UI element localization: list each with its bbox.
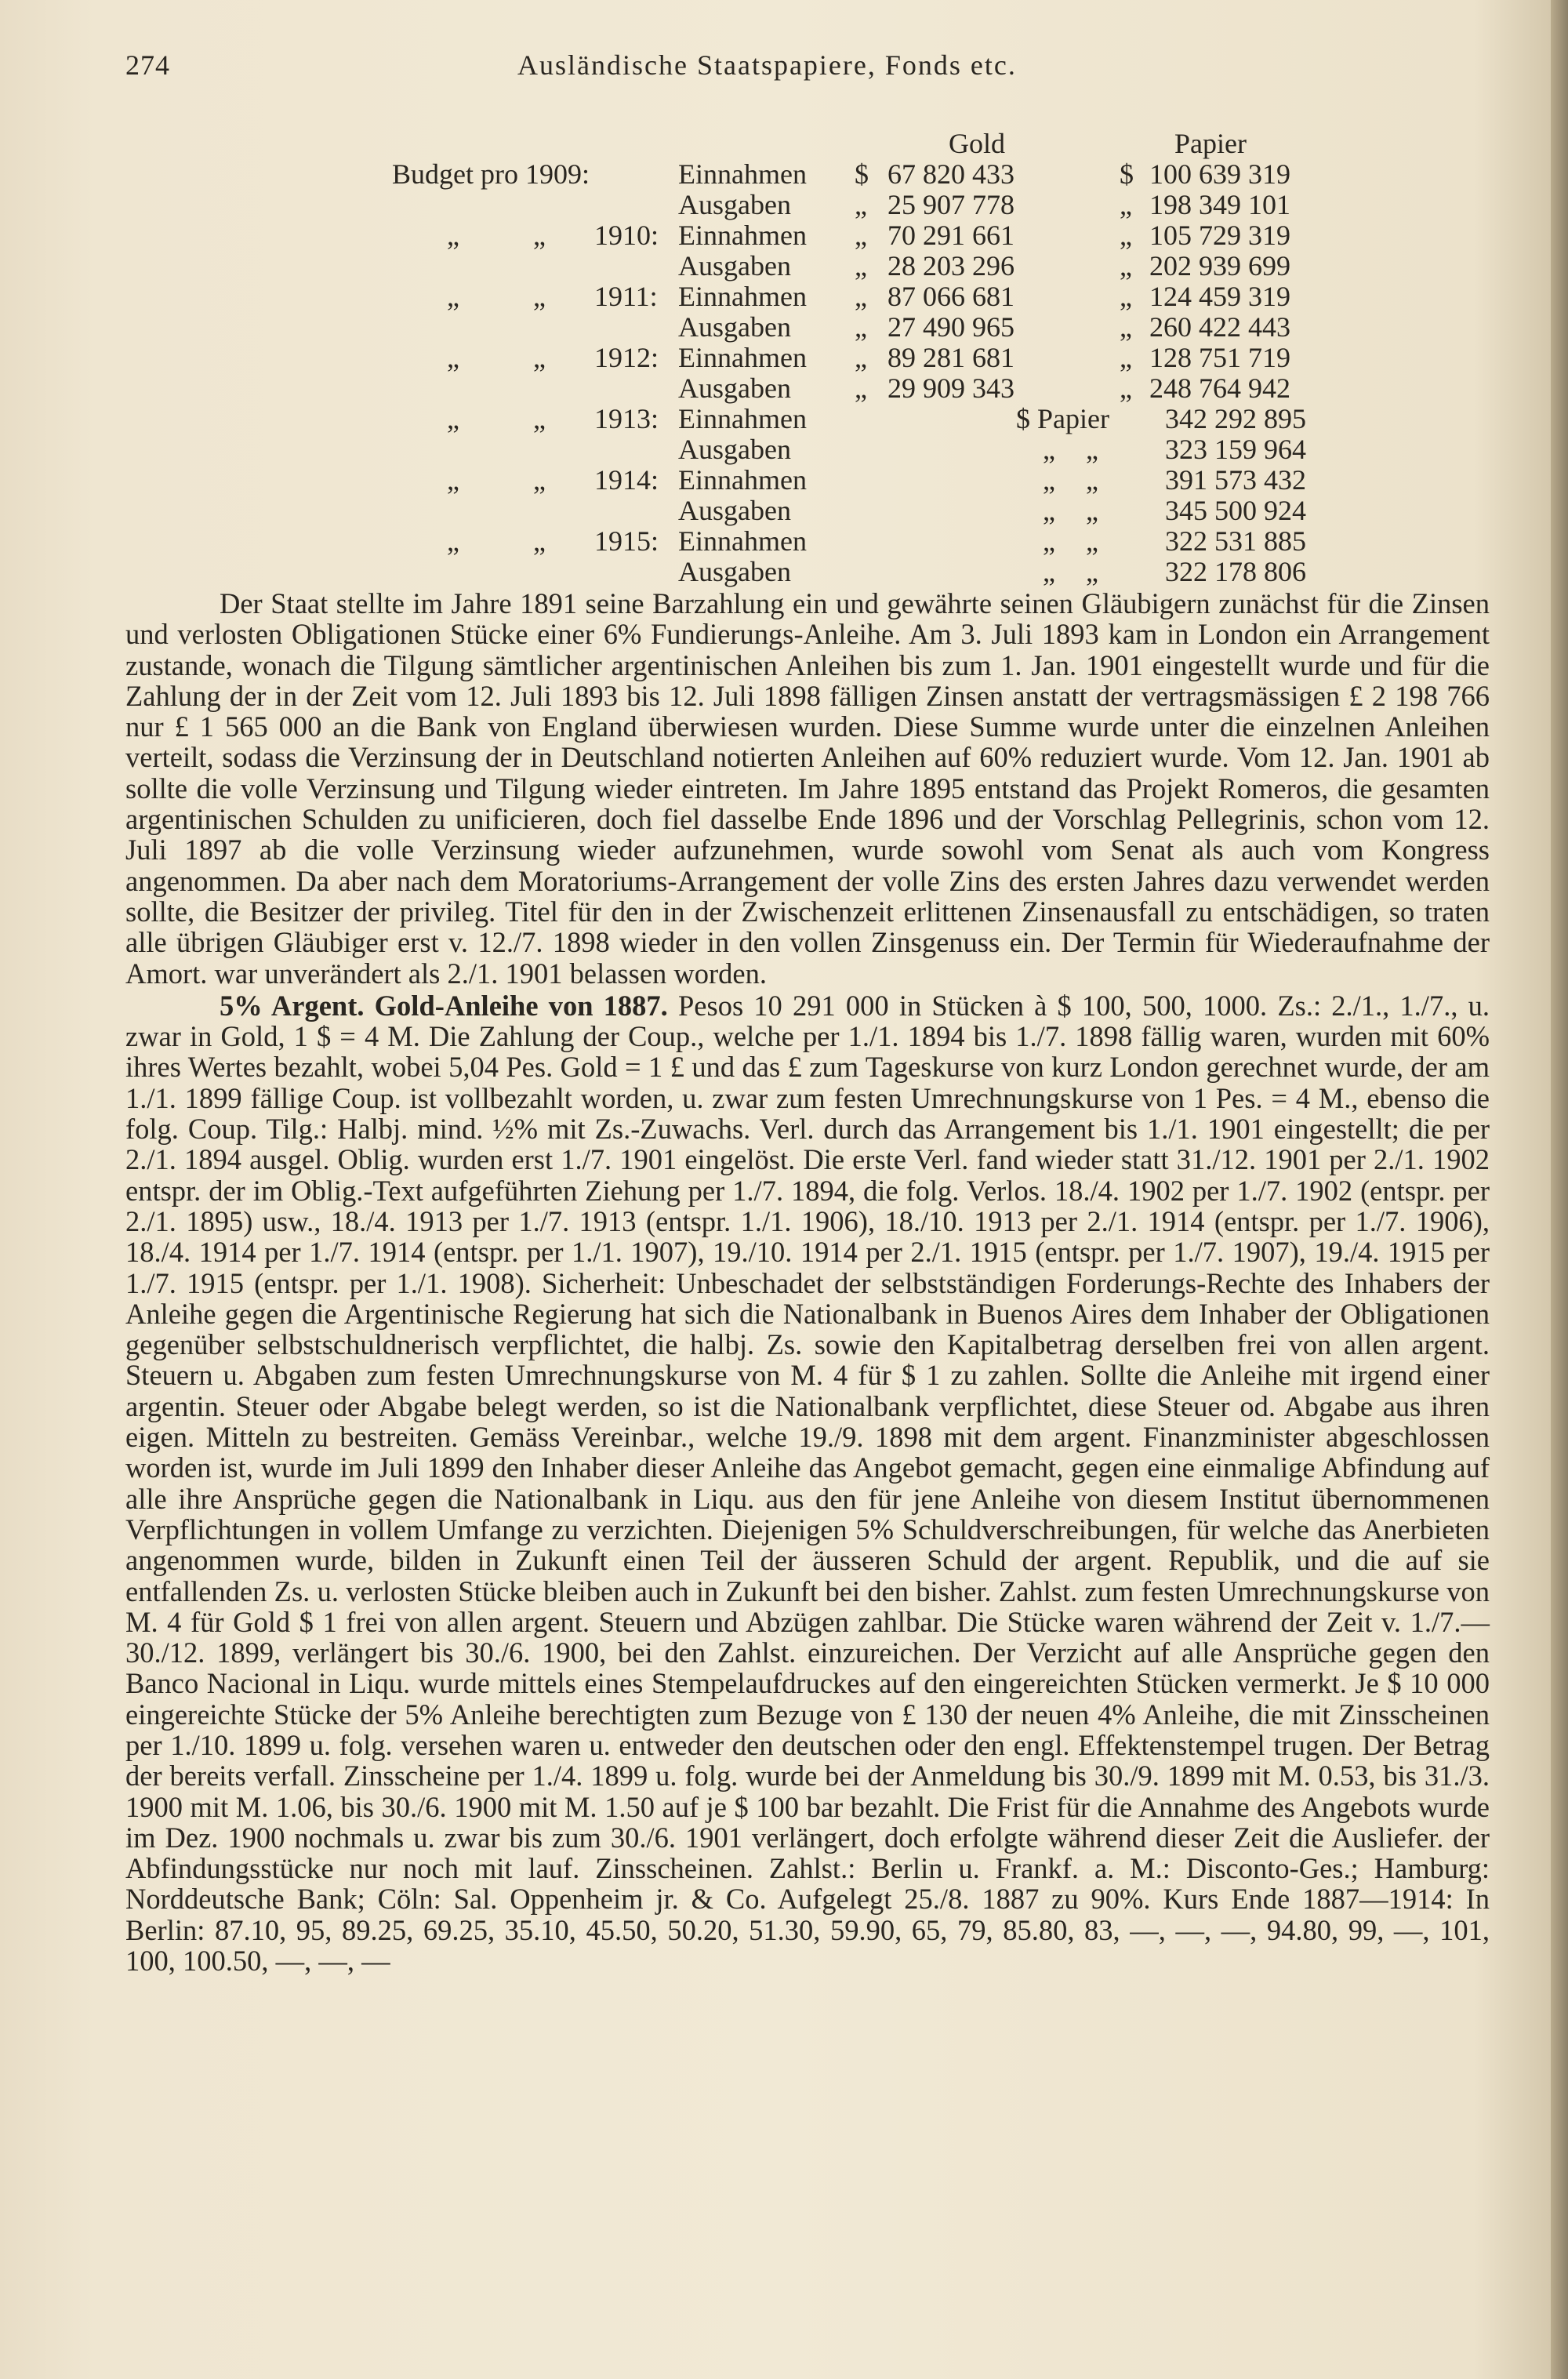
gold-value: 29 909 343 [887, 372, 1014, 404]
budget-rows [125, 159, 1505, 587]
budget-kind: Einnahmen [678, 220, 807, 251]
budget-row [125, 434, 1505, 465]
running-header [125, 49, 1090, 88]
papier-value: 128 751 719 [1149, 342, 1290, 373]
budget-kind: Einnahmen [678, 403, 807, 434]
ditto-mark: „ [447, 464, 459, 496]
budget-row [125, 465, 1505, 496]
papier-currency: „ [1120, 342, 1132, 373]
papier-currency: „ [1120, 220, 1132, 251]
ditto-mark: „ [1043, 434, 1055, 465]
currency-note: $ Papier [1016, 403, 1109, 434]
budget-row [125, 281, 1505, 312]
paragraph-gold-loan [125, 990, 1490, 1977]
papier-value: 345 500 924 [1165, 495, 1306, 526]
budget-year: 1912: [594, 342, 659, 373]
budget-header-row [125, 129, 1505, 159]
gold-value: 70 291 661 [887, 220, 1014, 251]
budget-row [125, 190, 1505, 220]
ditto-mark: „ [447, 220, 459, 251]
papier-currency: „ [1120, 281, 1132, 312]
gold-currency: „ [855, 311, 867, 343]
ditto-mark: „ [533, 525, 546, 557]
budget-year: 1910: [594, 220, 659, 251]
papier-currency: „ [1120, 311, 1132, 343]
budget-year: 1914: [594, 464, 659, 496]
budget-row [125, 373, 1505, 404]
papier-value: 322 178 806 [1165, 556, 1306, 587]
budget-kind: Einnahmen [678, 525, 807, 557]
budget-year: 1915: [594, 525, 659, 557]
budget-kind: Ausgaben [678, 189, 791, 220]
gold-value: 28 203 296 [887, 250, 1014, 281]
ditto-mark: „ [447, 281, 459, 312]
gold-currency: „ [855, 372, 867, 404]
budget-row [125, 159, 1505, 190]
ditto-mark: „ [1086, 495, 1098, 526]
page-edge [1551, 0, 1568, 2379]
article-body [125, 588, 1490, 1976]
ditto-mark: „ [533, 464, 546, 496]
gold-currency: „ [855, 342, 867, 373]
ditto-mark: „ [1086, 434, 1098, 465]
papier-value: 248 764 942 [1149, 372, 1290, 404]
papier-value: 100 639 319 [1149, 158, 1290, 190]
page-number: 274 [125, 49, 170, 81]
gold-currency: „ [855, 220, 867, 251]
budget-kind: Ausgaben [678, 311, 791, 343]
ditto-mark: „ [447, 403, 459, 434]
budget-kind: Einnahmen [678, 342, 807, 373]
papier-value: 260 422 443 [1149, 311, 1290, 343]
ditto-mark: „ [533, 220, 546, 251]
papier-value: 105 729 319 [1149, 220, 1290, 251]
budget-kind: Einnahmen [678, 281, 807, 312]
budget-kind: Einnahmen [678, 464, 807, 496]
papier-value: 391 573 432 [1165, 464, 1306, 496]
papier-value: 322 531 885 [1165, 525, 1306, 557]
gold-currency: „ [855, 189, 867, 220]
ditto-mark: „ [1086, 525, 1098, 557]
budget-row [125, 251, 1505, 281]
budget-kind: Ausgaben [678, 250, 791, 281]
ditto-mark: „ [447, 525, 459, 557]
ditto-mark: „ [1086, 464, 1098, 496]
running-title: Ausländische Staatspapiere, Fonds etc. [517, 49, 1017, 81]
budget-row [125, 404, 1505, 434]
ditto-mark: „ [1043, 525, 1055, 557]
budget-label: Budget pro 1909: [392, 158, 590, 190]
gold-currency: $ [855, 158, 869, 190]
papier-currency: „ [1120, 189, 1132, 220]
papier-value: 202 939 699 [1149, 250, 1290, 281]
ditto-mark: „ [447, 342, 459, 373]
gold-value: 87 066 681 [887, 281, 1014, 312]
gold-value: 27 490 965 [887, 311, 1014, 343]
budget-row [125, 220, 1505, 251]
ditto-mark: „ [533, 281, 546, 312]
budget-table [125, 129, 1505, 587]
budget-kind: Ausgaben [678, 495, 791, 526]
col-header-gold: Gold [949, 128, 1005, 159]
col-header-papier: Papier [1174, 128, 1247, 159]
budget-year: 1913: [594, 403, 659, 434]
gold-value: 67 820 433 [887, 158, 1014, 190]
loan-heading: 5% Argent. Gold-Anleihe von 1887. [220, 989, 668, 1022]
budget-kind: Ausgaben [678, 556, 791, 587]
ditto-mark: „ [1043, 464, 1055, 496]
ditto-mark: „ [533, 403, 546, 434]
gold-currency: „ [855, 250, 867, 281]
budget-kind: Ausgaben [678, 372, 791, 404]
budget-kind: Einnahmen [678, 158, 807, 190]
papier-value: 323 159 964 [1165, 434, 1306, 465]
budget-row [125, 496, 1505, 526]
ditto-mark: „ [1043, 556, 1055, 587]
gold-value: 25 907 778 [887, 189, 1014, 220]
gold-currency: „ [855, 281, 867, 312]
budget-row [125, 557, 1505, 587]
papier-value: 198 349 101 [1149, 189, 1290, 220]
budget-kind: Ausgaben [678, 434, 791, 465]
papier-value: 342 292 895 [1165, 403, 1306, 434]
ditto-mark: „ [1086, 556, 1098, 587]
papier-currency: $ [1120, 158, 1134, 190]
paragraph-history: Der Staat stellte im Jahre 1891 seine Barzahlung ein und gewährte seinen Gläubigern zunächst für die Zinsen und verlosten Obligationen Stücke einer 6% Fundierungs-Anleihe. Am 3. Juli 1893 kam in London ein Arrangement zustande, wonach die Tilgung sämtlicher argentinischen Anleihen bis zum 1. Jan. 1901 eingestellt wurde und für die Zahlung der in der Zeit vom 12. Juli 1893 bis 12. Juli 1898 fälligen Zinsen anstatt der vertragsmässigen £ 2 198 766 nur £ 1 565 000 an die Bank von England überwiesen wurden. Diese Summe wurde unter die einzelnen Anleihen verteilt, sodass die Verzinsung der in Deutschland notierten Anleihen auf 60% reduziert wurde. Vom 12. Jan. 1901 ab sollte die volle Verzinsung und Tilgung wieder eintreten. Im Jahre 1895 entstand das Projekt Romeros, die gesamten argentinischen Schulden zu unificieren, doch fiel dasselbe Ende 1896 und der Vorschlag Pellegrinis, schon vom 12. Juli 1897 ab die volle Verzinsung wieder aufzunehmen, wurde sowohl vom Senat als auch vom Kongress angenommen. Da aber nach dem Moratoriums-Arrangement der volle Zins des ersten Jahres dazu verwendet werden sollte, die Besitzer der privileg. Titel für den in der Zwischenzeit erlittenen Zinsenausfall zu entschädigen, so traten alle übrigen Gläubiger erst v. 12./7. 1898 wieder in den vollen Zinsgenuss ein. Der Termin für Wiederaufnahme der Amort. war unverändert als 2./1. 1901 belassen worden. [125, 587, 1490, 990]
gold-value: 89 281 681 [887, 342, 1014, 373]
budget-row [125, 312, 1505, 343]
budget-row [125, 526, 1505, 557]
papier-currency: „ [1120, 250, 1132, 281]
papier-currency: „ [1120, 372, 1132, 404]
loan-text: Pesos 10 291 000 in Stücken à $ 100, 500, 1000. Zs.: 2./1., 1./7., u. zwar in Gold, 1 $ = 4 M. Die Zahlung der Coup., welche per 1./1. 1894 bis 1./7. 1898 fällig waren, wurden mit 60% ihres Wertes bezahlt, wobei 5,04 Pes. Gold = 1 £ und das £ zum Tageskurse von kurz London gerechnet wurde, der am 1./1. 1899 fällige Coup. ist vollbezahlt worden, u. zwar zum festen Umrechnungskurse von 1 Pes. = 4 M., ebenso die folg. Coup. Tilg.: Halbj. mind. ½% mit Zs.-Zuwachs. Verl. durch das Arrangement bis 1./1. 1901 eingestellt; die per 2./1. 1894 ausgel. Oblig. wurden erst 1./7. 1901 eingelöst. Die erste Verl. fand wieder statt 31./12. 1901 per 2./1. 1902 entspr. der im Oblig.-Text aufgeführten Ziehung per 1./7. 1894, die folg. Verlos. 18./4. 1902 per 1./7. 1902 (entspr. per 2./1. 1895) usw., 18./4. 1913 per 1./7. 1913 (entspr. 1./1. 1906), 18./10. 1913 per 2./1. 1914 (entspr. per 1./7. 1906), 18./4. 1914 per 1./7. 1914 (entspr. per 1./1. 1907), 19./10. 1914 per 2./1. 1915 (entspr. per 1./7. 1907), 19./4. 1915 per 1./7. 1915 (entspr. per 1./1. 1908). Sicherheit: Unbeschadet der selbstständigen Forderungs-Rechte des Inhabers der Anleihe gegen die Argentinische Regierung hat sich die Nationalbank in Buenos Aires dem Inhaber der Obligationen gegenüber selbstschuldnerisch verpflichtet, die halbj. Zs. sowie den Kapitalbetrag derselben frei von allen argent. Steuern u. Abgaben zum festen Umrechnungskurse von M. 4 für $ 1 zu zahlen. Sollte die Anleihe mit irgend einer argentin. Steuer oder Abgabe belegt werden, so ist die Nationalbank verpflichtet, diese Steuer od. Abgabe aus ihren eigen. Mitteln zu bestreiten. Gemäss Vereinbar., welche 19./9. 1898 mit dem argent. Finanzminister abgeschlossen worden ist, wurde im Juli 1899 den Inhaber dieser Anleihe das Angebot gemacht, gegen eine einmalige Abfindung auf alle ihre Ansprüche gegen die Nationalbank in Liqu. aus den für jene Anleihe von diesem Institut übernommenen Verpflichtungen in vollem Umfange zu verzichten. Diejenigen 5% Schuldverschreibungen, für welche das Anerbieten angenommen wurde, bilden in Zukunft einen Teil der äusseren Schuld der argent. Republik, und die auf sie entfallenden Zs. u. verlosten Stücke bleiben auch in Zukunft bei den bisher. Zahlst. zum festen Umrechnungskurse von M. 4 für Gold $ 1 frei von allen argent. Steuern und Abzügen zahlbar. Die Stücke waren während der Zeit v. 1./7.—30./12. 1899, verlängert bis 30./6. 1900, bei den Zahlst. einzureichen. Der Verzicht auf alle Ansprüche gegen den Banco Nacional in Liqu. wurde mittels eines Stempelaufdruckes auf den eingereichten Stücken vermerkt. Je $ 10 000 eingereichte Stücke der 5% Anleihe berechtigten zum Bezuge von £ 130 der neuen 4% Anleihe, die mit Zinsscheinen per 1./10. 1899 u. folg. versehen waren u. entweder den deutschen oder den engl. Effektenstempel trugen. Der Betrag der bereits verfall. Zinsscheine per 1./4. 1899 u. folg. wurde bei der Anmeldung bis 30./9. 1899 mit M. 0.53, bis 31./3. 1900 mit M. 1.06, bis 30./6. 1900 mit M. 1.50 auf je $ 100 bar bezahlt. Die Frist für die Annahme des Angebots wurde im Dez. 1900 nochmals u. zwar bis zum 30./6. 1901 verlängert, doch erfolgte während dieser Zeit die Ausliefer. der Abfindungsstücke nur noch mit lauf. Zinsscheinen. Zahlst.: Berlin u. Frankf. a. M.: Disconto-Ges.; Hamburg: Norddeutsche Bank; Cöln: Sal. Oppenheim jr. & Co. Aufgelegt 25./8. 1887 zu 90%. Kurs Ende 1887—1914: In Berlin: 87.10, 95, 89.25, 69.25, 35.10, 45.50, 50.20, 51.30, 59.90, 65, 79, 85.80, 83, —, —, —, 94.80, 99, —, 101, 100, 100.50, —, —, — [125, 989, 1490, 1978]
ditto-mark: „ [533, 342, 546, 373]
budget-year: 1911: [594, 281, 658, 312]
papier-value: 124 459 319 [1149, 281, 1290, 312]
ditto-mark: „ [1043, 495, 1055, 526]
budget-row [125, 343, 1505, 373]
